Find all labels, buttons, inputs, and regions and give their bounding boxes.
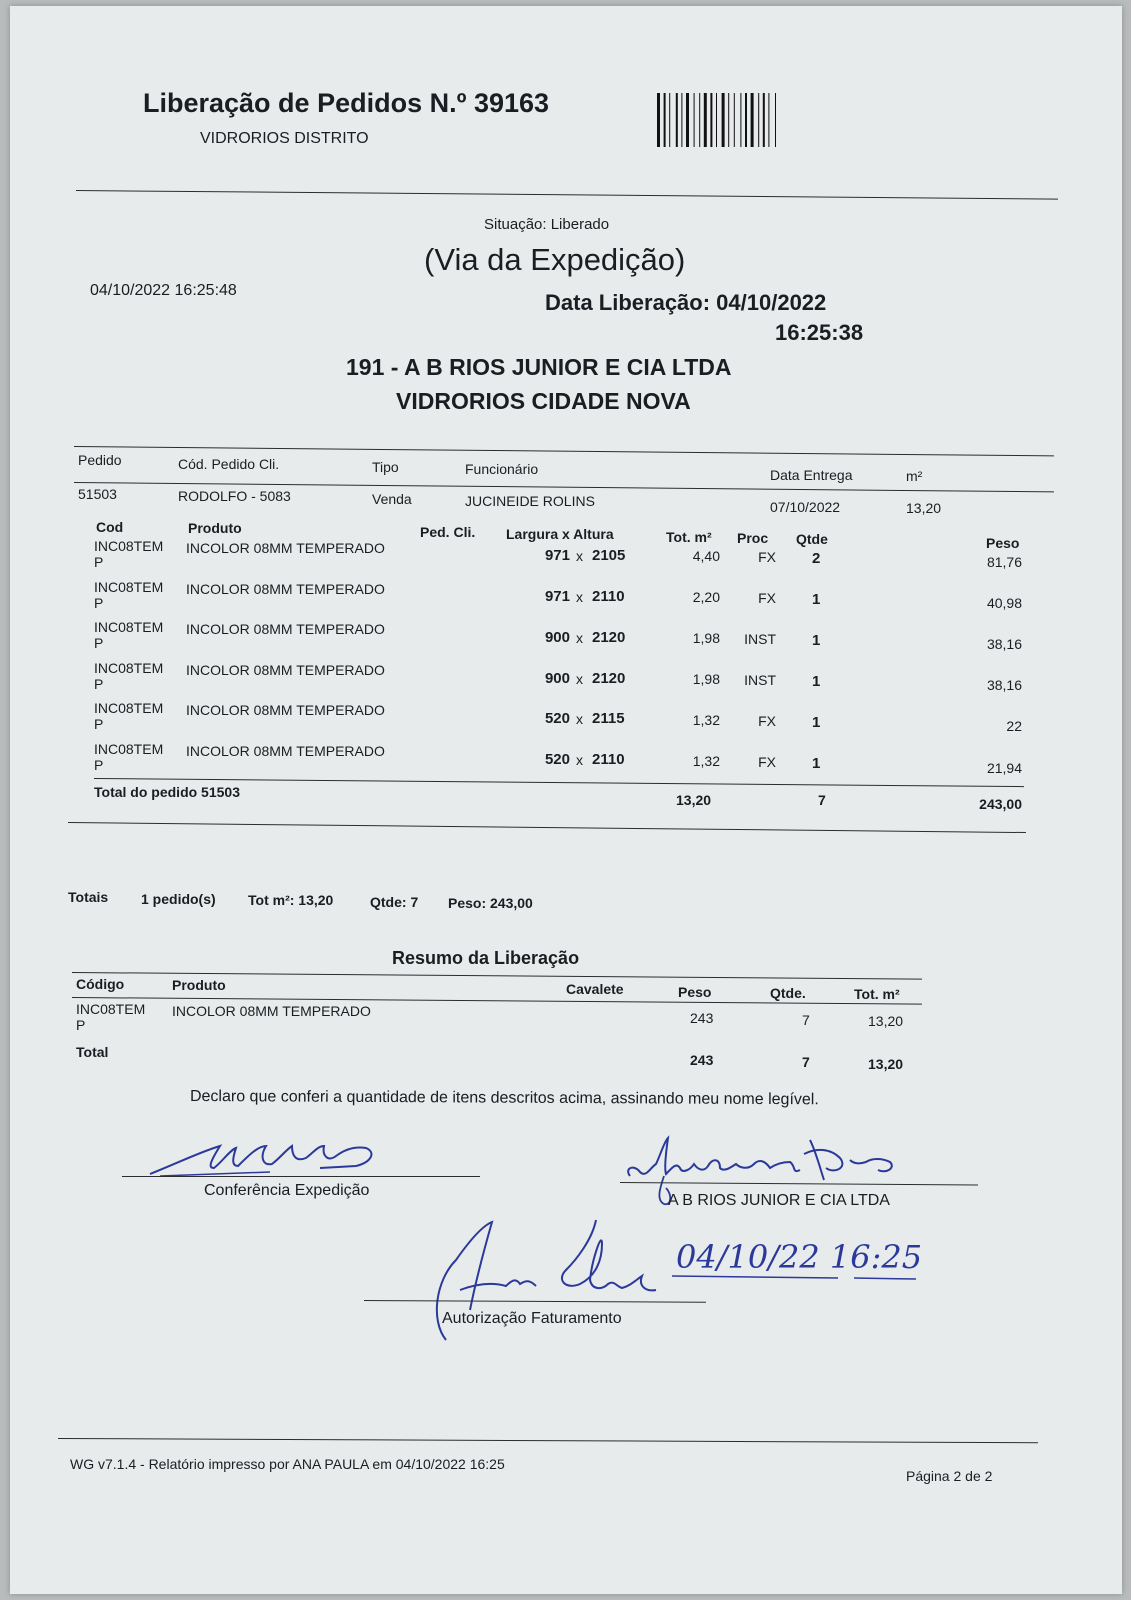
item-peso: 21,94 bbox=[986, 759, 1022, 776]
item-dimension-separator: x bbox=[576, 588, 583, 605]
item-cod: INC08TEM bbox=[94, 740, 164, 757]
item-dimension-separator: x bbox=[576, 752, 583, 769]
totais-label: Totais bbox=[68, 889, 109, 905]
col-header-pedido: Pedido bbox=[78, 452, 122, 468]
item-cod-suffix: P bbox=[94, 635, 104, 651]
barcode-bar bbox=[676, 93, 678, 147]
resumo-row-codigo-2: P bbox=[76, 1017, 86, 1033]
item-tot-m2: 4,40 bbox=[692, 548, 720, 564]
barcode-bar bbox=[722, 93, 725, 147]
order-m2: 13,20 bbox=[906, 500, 942, 516]
data-liberacao-time: 16:25:38 bbox=[775, 320, 864, 345]
item-cod: INC08TEM bbox=[94, 578, 164, 595]
footer-page: Página 2 de 2 bbox=[906, 1468, 993, 1484]
barcode-bar bbox=[763, 93, 765, 147]
totais-qtde: Qtde: 7 bbox=[370, 894, 419, 910]
items-header-largura-altura: Largura x Altura bbox=[506, 526, 614, 542]
item-cod-suffix: P bbox=[94, 554, 104, 570]
items-header-peso: Peso bbox=[986, 535, 1020, 551]
print-datetime: 04/10/2022 16:25:48 bbox=[90, 282, 237, 299]
barcode-bar bbox=[669, 93, 670, 147]
item-qtde: 1 bbox=[812, 754, 821, 772]
items-header-ped-cli: Ped. Cli. bbox=[420, 524, 476, 540]
barcode bbox=[657, 93, 825, 147]
barcode-bar bbox=[694, 93, 695, 147]
document-subtitle: VIDRORIOS DISTRITO bbox=[200, 130, 369, 147]
item-produto: INCOLOR 08MM TEMPERADO bbox=[186, 742, 385, 759]
item-largura: 900 bbox=[544, 628, 570, 646]
item-largura: 971 bbox=[544, 587, 570, 605]
autorizacao-label: Autorização Faturamento bbox=[442, 1310, 622, 1327]
resumo-row-tot-m2: 13,20 bbox=[868, 1013, 904, 1029]
item-altura: 2120 bbox=[592, 669, 626, 687]
barcode-bar bbox=[686, 93, 689, 147]
barcode-bar bbox=[734, 93, 735, 147]
item-dimension-separator: x bbox=[576, 670, 583, 687]
order-total-peso: 243,00 bbox=[979, 796, 1022, 812]
items-header-proc: Proc bbox=[737, 530, 769, 546]
header-divider bbox=[76, 190, 1058, 200]
resumo-row-produto: INCOLOR 08MM TEMPERADO bbox=[172, 1003, 371, 1019]
declaration-text: Declaro que conferi a quantidade de itens descritos acima, assinando meu nome legível. bbox=[189, 1088, 819, 1109]
item-dimension-separator: x bbox=[576, 711, 583, 728]
barcode-bar bbox=[768, 93, 769, 147]
item-cod-suffix: P bbox=[94, 594, 104, 611]
col-header-cod-pedido-cli: Cód. Pedido Cli. bbox=[178, 456, 280, 472]
order-pedido: 51503 bbox=[78, 486, 117, 502]
resumo-header-tot-m2: Tot. m² bbox=[854, 986, 900, 1002]
item-tot-m2: 1,32 bbox=[692, 752, 720, 769]
item-qtde: 1 bbox=[812, 631, 821, 649]
item-qtde: 1 bbox=[812, 590, 821, 608]
item-tot-m2: 1,98 bbox=[692, 670, 720, 687]
item-tot-m2: 1,32 bbox=[692, 711, 720, 728]
resumo-header-codigo: Código bbox=[76, 976, 125, 992]
totais-pedidos: 1 pedido(s) bbox=[141, 891, 216, 907]
order-total-label: Total do pedido 51503 bbox=[94, 784, 240, 800]
item-qtde: 2 bbox=[812, 550, 821, 567]
items-header-produto: Produto bbox=[188, 520, 242, 536]
barcode-bar bbox=[728, 93, 729, 147]
col-header-tipo: Tipo bbox=[372, 459, 399, 475]
item-produto: INCOLOR 08MM TEMPERADO bbox=[186, 661, 385, 678]
conferencia-label: Conferência Expedição bbox=[204, 1182, 370, 1199]
order-bottom-rule bbox=[68, 822, 1026, 833]
item-largura: 900 bbox=[544, 669, 570, 687]
resumo-header-qtde: Qtde. bbox=[770, 985, 806, 1001]
item-altura: 2115 bbox=[592, 710, 625, 728]
footer-report: WG v7.1.4 - Relatório impresso por ANA PAULA em 04/10/2022 16:25 bbox=[70, 1456, 505, 1472]
resumo-total-peso: 243 bbox=[690, 1052, 714, 1068]
resumo-title: Resumo da Liberação bbox=[392, 948, 580, 968]
data-liberacao: Data Liberação: 04/10/2022 bbox=[545, 290, 827, 315]
resumo-total-tot-m2: 13,20 bbox=[868, 1056, 904, 1072]
barcode-bar bbox=[657, 93, 660, 147]
item-peso: 38,16 bbox=[986, 636, 1022, 653]
order-table-top-rule bbox=[74, 446, 1054, 456]
document-title: Liberação de Pedidos N.º 39163 bbox=[143, 88, 550, 118]
barcode-bar bbox=[681, 93, 682, 147]
barcode-bar bbox=[758, 93, 759, 147]
resumo-row-qtde: 7 bbox=[802, 1012, 810, 1028]
item-proc: INST bbox=[744, 630, 776, 647]
item-produto: INCOLOR 08MM TEMPERADO bbox=[186, 621, 385, 637]
order-total-qtde: 7 bbox=[818, 792, 826, 808]
item-cod: INC08TEM bbox=[94, 538, 164, 554]
resumo-row-peso: 243 bbox=[690, 1010, 714, 1026]
item-produto: INCOLOR 08MM TEMPERADO bbox=[186, 540, 385, 556]
cliente-label: A B RIOS JUNIOR E CIA LTDA bbox=[668, 1192, 890, 1209]
item-qtde: 1 bbox=[812, 672, 821, 690]
item-cod-suffix: P bbox=[94, 716, 104, 732]
totais-tot-m2: Tot m²: 13,20 bbox=[248, 892, 334, 908]
item-proc: FX bbox=[758, 712, 776, 729]
order-data-entrega: 07/10/2022 bbox=[770, 499, 841, 515]
resumo-total-qtde: 7 bbox=[802, 1054, 810, 1070]
item-altura: 2110 bbox=[592, 587, 625, 605]
item-dimension-separator: x bbox=[576, 629, 583, 646]
order-funcionario: JUCINEIDE ROLINS bbox=[465, 493, 595, 509]
barcode-bar bbox=[704, 93, 707, 147]
resumo-header-cavalete: Cavalete bbox=[566, 981, 624, 997]
conferencia-line bbox=[122, 1176, 480, 1177]
resumo-header-produto: Produto bbox=[172, 977, 226, 993]
resumo-total-label: Total bbox=[76, 1044, 109, 1060]
handwritten-date bbox=[668, 1226, 948, 1286]
items-header-qtde: Qtde bbox=[796, 531, 828, 547]
order-total-m2: 13,20 bbox=[676, 792, 712, 808]
item-altura: 2105 bbox=[592, 547, 626, 564]
item-tot-m2: 1,98 bbox=[692, 629, 720, 646]
item-peso: 40,98 bbox=[986, 595, 1022, 612]
client-name: 191 - A B RIOS JUNIOR E CIA LTDA bbox=[346, 354, 732, 380]
barcode-bar bbox=[716, 93, 717, 147]
item-proc: FX bbox=[758, 753, 776, 770]
item-produto: INCOLOR 08MM TEMPERADO bbox=[186, 580, 385, 597]
item-cod-suffix: P bbox=[94, 675, 104, 692]
item-tot-m2: 2,20 bbox=[692, 588, 720, 605]
footer-rule bbox=[58, 1438, 1038, 1443]
via-title: (Via da Expedição) bbox=[424, 242, 686, 277]
barcode-bar bbox=[710, 93, 712, 147]
item-proc: FX bbox=[758, 589, 776, 606]
order-cod-pedido-cli: RODOLFO - 5083 bbox=[178, 488, 291, 504]
item-proc: FX bbox=[758, 549, 776, 565]
item-peso: 38,16 bbox=[986, 677, 1022, 694]
store-name: VIDRORIOS CIDADE NOVA bbox=[396, 388, 691, 414]
barcode-bar bbox=[745, 93, 747, 147]
resumo-row-codigo bbox=[76, 1001, 145, 1033]
barcode-bar bbox=[740, 93, 741, 147]
barcode-bar bbox=[775, 93, 776, 147]
barcode-bar bbox=[699, 93, 700, 147]
item-cod: INC08TEM bbox=[94, 700, 164, 716]
items-header-tot-m2: Tot. m² bbox=[666, 529, 712, 545]
resumo-row-codigo-1: INC08TEM bbox=[76, 1001, 146, 1017]
col-header-m2: m² bbox=[906, 468, 923, 484]
item-altura: 2110 bbox=[592, 751, 625, 769]
document-page bbox=[10, 6, 1122, 1594]
item-produto: INCOLOR 08MM TEMPERADO bbox=[186, 702, 385, 718]
barcode-bar bbox=[664, 93, 666, 147]
situacao-text: Situação: Liberado bbox=[484, 216, 610, 233]
resumo-header-peso: Peso bbox=[678, 984, 712, 1000]
item-cod: INC08TEM bbox=[94, 619, 164, 635]
item-dimension-separator: x bbox=[576, 548, 583, 564]
items-header-cod: Cod bbox=[96, 519, 124, 535]
item-qtde: 1 bbox=[812, 713, 821, 731]
conferencia-signature bbox=[140, 1132, 390, 1182]
totais-peso: Peso: 243,00 bbox=[448, 895, 533, 911]
col-header-data-entrega: Data Entrega bbox=[770, 467, 853, 483]
item-proc: INST bbox=[744, 671, 776, 688]
item-largura: 520 bbox=[544, 751, 570, 769]
item-altura: 2120 bbox=[592, 628, 626, 646]
item-peso: 22 bbox=[1006, 718, 1022, 735]
barcode-bar bbox=[751, 93, 754, 147]
item-cod: INC08TEM bbox=[94, 659, 164, 676]
col-header-funcionario: Funcionário bbox=[465, 461, 539, 477]
item-largura: 520 bbox=[544, 710, 570, 728]
item-peso: 81,76 bbox=[986, 554, 1022, 570]
order-tipo: Venda bbox=[372, 491, 412, 507]
handwritten-date-text: 04/10/22 16:25 bbox=[676, 1238, 923, 1276]
item-largura: 971 bbox=[544, 547, 570, 564]
item-cod-suffix: P bbox=[94, 756, 104, 773]
